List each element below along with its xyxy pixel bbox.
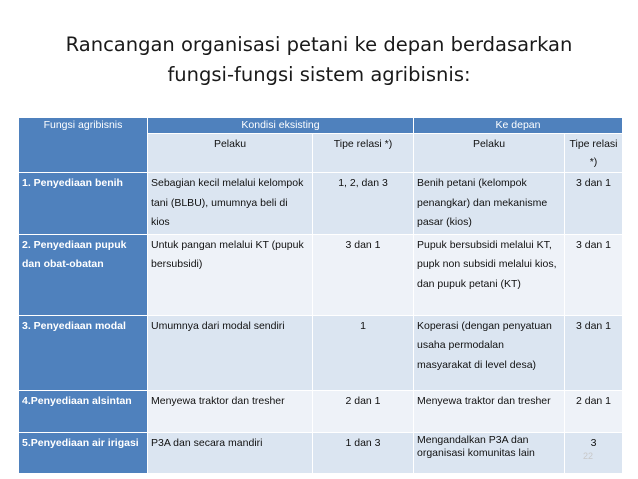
row-pelaku-now: Untuk pangan melalui KT (pupuk bersubsidi): [148, 234, 313, 315]
subheader-tipe-relasi: Tipe relasi *): [313, 134, 414, 173]
table-row: [19, 315, 623, 390]
row-pelaku-now: Menyewa traktor dan tresher: [148, 390, 313, 432]
slide-title-line-2: fungsi-fungsi sistem agribisnis:: [167, 63, 471, 86]
row-tipe-now: 3 dan 1: [313, 234, 414, 315]
header-fungsi: Fungsi agribisnis: [19, 118, 148, 173]
row-tipe-now: 1: [313, 315, 414, 390]
row-fungsi: 2. Penyediaan pupuk dan obat-obatan: [19, 234, 148, 315]
row-pelaku-next: Mengandalkan P3A dan organisasi komunitas lain: [414, 432, 565, 473]
row-fungsi: 1. Penyediaan benih: [19, 173, 148, 235]
row-pelaku-next: Menyewa traktor dan tresher: [414, 390, 565, 432]
header-ke-depan: Ke depan: [414, 118, 623, 134]
row-tipe-now: 2 dan 1: [313, 390, 414, 432]
row-pelaku-now: Umumnya dari modal sendiri: [148, 315, 313, 390]
row-fungsi: 4.Penyediaan alsintan: [19, 390, 148, 432]
slide-title: [0, 30, 638, 90]
page-number: 22: [583, 451, 594, 461]
row-fungsi: 5.Penyediaan air irigasi: [19, 432, 148, 473]
header-kondisi-eksisting: Kondisi eksisting: [148, 118, 414, 134]
row-tipe-next: 3 dan 1: [565, 315, 623, 390]
table-header-row: [19, 118, 623, 134]
agribusiness-table: [18, 117, 623, 474]
row-tipe-next: 3 dan 1: [565, 234, 623, 315]
row-tipe-next: 2 dan 1: [565, 390, 623, 432]
table-row: [19, 390, 623, 432]
row-tipe-now: 1, 2, dan 3: [313, 173, 414, 235]
table-row: [19, 173, 623, 235]
slide-title-line-1: Rancangan organisasi petani ke depan berdasarkan: [65, 33, 573, 56]
row-pelaku-next: Benih petani (kelompok penangkar) dan mekanisme pasar (kios): [414, 173, 565, 235]
row-pelaku-now: P3A dan secara mandiri: [148, 432, 313, 473]
row-pelaku-next: Pupuk bersubsidi melalui KT, pupk non subsidi melalui kios, dan pupuk petani (KT): [414, 234, 565, 315]
table-row: [19, 234, 623, 315]
subheader-pelaku-next: Pelaku: [414, 134, 565, 173]
subheader-tipe-relasi-next: Tipe relasi *): [565, 134, 623, 173]
row-tipe-now: 1 dan 3: [313, 432, 414, 473]
row-tipe-next: 3 dan 1: [565, 173, 623, 235]
row-tipe-next: 3: [565, 432, 623, 473]
row-pelaku-next: Koperasi (dengan penyatuan usaha permodalan masyarakat di level desa): [414, 315, 565, 390]
row-pelaku-now: Sebagian kecil melalui kelompok tani (BLBU), umumnya beli di kios: [148, 173, 313, 235]
subheader-pelaku: Pelaku: [148, 134, 313, 173]
row-fungsi: 3. Penyediaan modal: [19, 315, 148, 390]
table-row: [19, 432, 623, 473]
